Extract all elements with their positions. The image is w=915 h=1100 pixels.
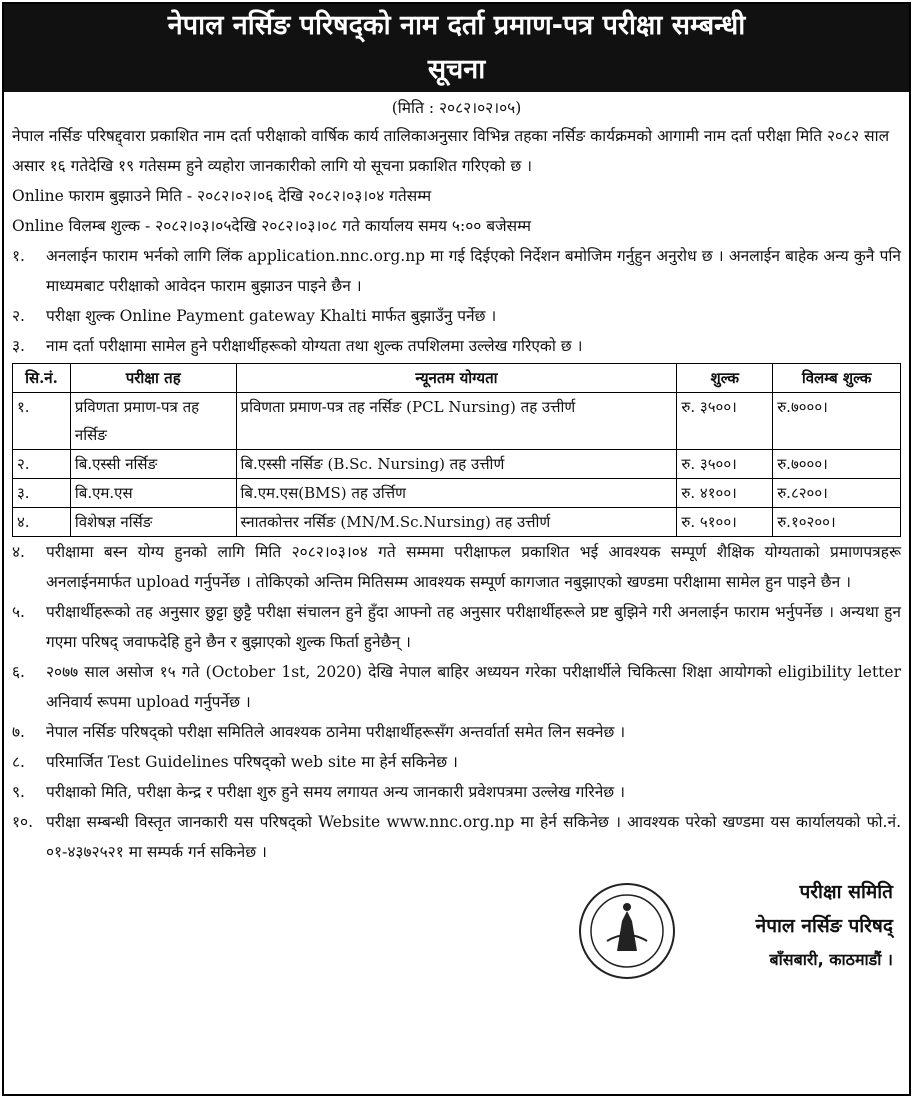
cell-level: प्रविणता प्रमाण-पत्र तह नर्सिङ <box>70 393 236 450</box>
notice-body <box>4 92 909 987</box>
list-item <box>12 301 901 331</box>
item-text: २०७७ साल असोज १५ गते (October 1st, 2020) देखि नेपाल बाहिर अध्ययन गरेका परीक्षार्थीले चिकित्सा शिक्षा आयोगको eligibility letter अनिवार्य रूपमा upload गर्नुपर्नेछ । <box>46 663 901 711</box>
item-number: २. <box>12 307 25 325</box>
item-text: परीक्षा सम्बन्धी विस्तृत जानकारी यस परिषद्को Website www.nnc.org.np मा हेर्न सकिनेछ । आवश्यक परेको खण्डमा यस कार्यालयको फो.नं. ०१-४३७२५२१ मा सम्पर्क गर्न सकिनेछ । <box>46 813 901 861</box>
table-row <box>13 393 901 450</box>
list-item <box>12 657 901 717</box>
title-line-2: सूचना <box>427 54 486 85</box>
item-text: परिमार्जित Test Guidelines परिषद्को web site मा हेर्न सकिनेछ । <box>46 753 458 771</box>
items-before-list <box>12 241 901 361</box>
item-number: १. <box>12 247 25 265</box>
cell-fee: रु. ५१००। <box>677 508 773 537</box>
cell-level: बि.एम.एस <box>70 479 236 508</box>
item-number: १०. <box>12 813 34 831</box>
cell-level: बि.एस्सी नर्सिङ <box>70 450 236 479</box>
item-number: ९. <box>12 783 25 801</box>
cell-late-fee: रु.१०२००। <box>773 508 901 537</box>
list-item <box>12 537 901 597</box>
item-number: ६. <box>12 663 25 681</box>
committee-name: परीक्षा समिति <box>799 881 893 903</box>
notice-page <box>2 2 911 1096</box>
cell-fee: रु. ३५००। <box>677 450 773 479</box>
cell-fee: रु. ४१००। <box>677 479 773 508</box>
list-item <box>12 331 901 361</box>
item-text: अनलाईन फाराम भर्नको लागि लिंक application.nnc.org.np मा गई दिईएको निर्देशन बमोजिम गर्नुहुन अनुरोध छ । अनलाईन बाहेक अन्य कुनै पनि माध्यमबाट परीक्षाको आवेदन फाराम बुझाउन पाइने छैन । <box>46 247 901 295</box>
header-qualification: न्यूनतम योग्यता <box>236 364 677 393</box>
organization-address: बाँसबारी, काठमाडौं । <box>769 950 893 969</box>
cell-qualification: स्नातकोत्तर नर्सिङ (MN/M.Sc.Nursing) तह उत्तीर्ण <box>236 508 677 537</box>
header-level: परीक्षा तह <box>70 364 236 393</box>
item-number: ५. <box>12 603 25 621</box>
cell-qualification: बि.एस्सी नर्सिङ (B.Sc. Nursing) तह उत्तीर्ण <box>236 450 677 479</box>
header-serial: सि.नं. <box>13 364 71 393</box>
signature-block <box>756 875 893 977</box>
item-text: परीक्षा शुल्क Online Payment gateway Khalti मार्फत बुझाउँनु पर्नेछ । <box>46 307 497 325</box>
cell-qualification: प्रविणता प्रमाण-पत्र तह नर्सिङ (PCL Nursing) तह उत्तीर्ण <box>236 393 677 450</box>
cell-serial: २. <box>13 450 71 479</box>
item-number: ४. <box>12 543 25 561</box>
item-text: नेपाल नर्सिङ परिषद्को परीक्षा समितिले आवश्यक ठानेमा परीक्षार्थीहरूसँग अन्तर्वार्ता समेत लिन सक्नेछ । <box>46 723 626 741</box>
fee-table <box>12 363 901 537</box>
notice-date: (मिति : २०८२।०२।०५) <box>391 99 522 117</box>
online-form-dates: Online फाराम बुझाउने मिति - २०८२।०२।०६ देखि २०८२।०३।०४ गतेसम्म <box>12 187 432 205</box>
item-number: ८. <box>12 753 25 771</box>
list-item <box>12 241 901 301</box>
list-item <box>12 597 901 657</box>
cell-serial: ३. <box>13 479 71 508</box>
cell-level: विशेषज्ञ नर्सिङ <box>70 508 236 537</box>
table-header-row <box>13 364 901 393</box>
item-text: परीक्षाको मिति, परीक्षा केन्द्र र परीक्षा शुरु हुने समय लगायत अन्य जानकारी प्रवेशपत्रमा उल्लेख गरिनेछ । <box>46 783 625 801</box>
cell-late-fee: रु.८२००। <box>773 479 901 508</box>
online-late-fee-dates: Online विलम्ब शुल्क - २०८२।०३।०५देखि २०८२।०३।०८ गते कार्यालय समय ५:०० बजेसम्म <box>12 217 531 235</box>
item-number: ७. <box>12 723 25 741</box>
cell-late-fee: रु.७०००। <box>773 450 901 479</box>
item-number: ३. <box>12 337 25 355</box>
item-text: परीक्षार्थीहरूको तह अनुसार छुट्टा छुट्टै परीक्षा संचालन हुने हुँदा आफ्नो तह अनुसार परीक्षार्थीहरूले प्रष्ट बुझिने गरी अनलाईन फाराम भर्नुपर्नेछ । अन्यथा हुन गएमा परिषद् जवाफदेहि हुने छैन र बुझाएको शुल्क फिर्ता हुनेछैन् । <box>46 603 901 651</box>
title-line-1: नेपाल नर्सिङ परिषद्को नाम दर्ता प्रमाण-पत्र परीक्षा सम्बन्धी <box>167 10 746 41</box>
notice-header <box>4 4 909 92</box>
council-seal-icon <box>577 881 677 981</box>
list-item <box>12 807 901 867</box>
table-row <box>13 450 901 479</box>
item-text: परीक्षामा बस्न योग्य हुनको लागि मिति २०८२।०३।०४ गते सम्ममा परीक्षाफल प्रकाशित भई आवश्यक सम्पूर्ण शैक्षिक योग्यताको प्रमाणपत्रहरू अनलाईनमार्फत upload गर्नुपर्नेछ । तोकिएको अन्तिम मितिसम्म आवश्यक सम्पूर्ण कागजात नबुझाएको खण्डमा परीक्षामा सामेल हुन पाइने छैन । <box>46 543 901 591</box>
header-late-fee: विलम्ब शुल्क <box>773 364 901 393</box>
list-item <box>12 717 901 747</box>
list-item <box>12 777 901 807</box>
cell-qualification: बि.एम.एस(BMS) तह उर्त्तिण <box>236 479 677 508</box>
item-text: नाम दर्ता परीक्षामा सामेल हुने परीक्षार्थीहरूको योग्यता तथा शुल्क तपशिलमा उल्लेख गरिएको छ । <box>46 337 583 355</box>
organization-name: नेपाल नर्सिङ परिषद् <box>755 915 893 937</box>
cell-serial: १. <box>13 393 71 450</box>
header-fee: शुल्क <box>677 364 773 393</box>
notice-footer <box>12 867 901 987</box>
cell-fee: रु. ३५००। <box>677 393 773 450</box>
items-after-list <box>12 537 901 867</box>
intro-paragraph: नेपाल नर्सिङ परिषद्द्वारा प्रकाशित नाम दर्ता परीक्षाको वार्षिक कार्य तालिकाअनुसार विभिन्न तहका नर्सिङ कार्यक्रमको आगामी नाम दर्ता परीक्षा मिति २०८२ साल असार १६ गतेदेखि १९ गतेसम्म हुने व्यहोरा जानकारीको लागि यो सूचना प्रकाशित गरिएको छ । <box>12 127 890 175</box>
table-row <box>13 508 901 537</box>
cell-late-fee: रु.७०००। <box>773 393 901 450</box>
list-item <box>12 747 901 777</box>
cell-serial: ४. <box>13 508 71 537</box>
table-row <box>13 479 901 508</box>
